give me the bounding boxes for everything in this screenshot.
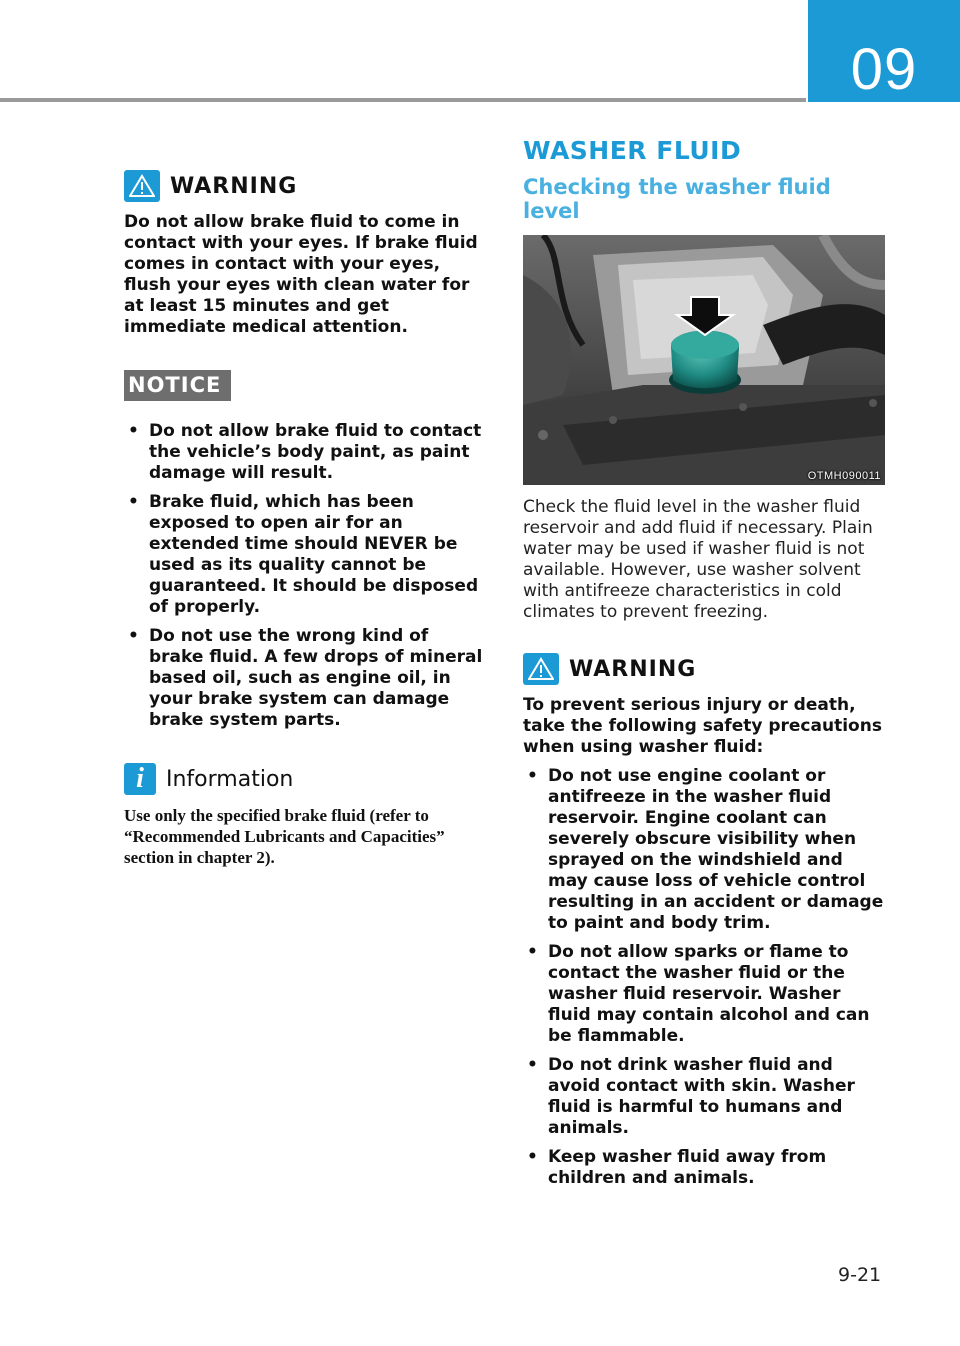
page-number: 9-21 (838, 1264, 882, 1286)
warning-intro: To prevent serious injury or death, take the following safety precautions when using washer fluid: (523, 695, 882, 757)
subsection-title: Checking the washer fluid level (523, 175, 831, 223)
info-header (124, 763, 484, 795)
notice-label: NOTICE (124, 370, 231, 401)
list-item: • Do not drink washer fluid and avoid contact with skin. Washer fluid is harmful to humans and animals. (523, 1055, 888, 1139)
notice-list (124, 421, 484, 731)
warning-title: WARNING (170, 173, 298, 199)
list-item: • Brake fluid, which has been exposed to open air for an extended time should NEVER be used as its quality cannot be guaranteed. It should be disposed of properly. (124, 492, 484, 618)
info-text: Use only the specified brake fluid (refer to “Recommended Lubricants and Capacities” section in chapter 2). (124, 806, 445, 867)
header-rule (0, 98, 806, 102)
warning-title: WARNING (569, 656, 697, 682)
washer-body-text: Check the fluid level in the washer fluid reservoir and add fluid if necessary. Plain water may be used if washer fluid is not available. However, use washer solvent with antifreeze characteristics in cold climates to prevent freezing. (523, 497, 873, 622)
warning-list (523, 766, 888, 1189)
list-item: • Do not use engine coolant or antifreeze in the washer fluid reservoir. Engine coolant can severely obscure visibility when sprayed on the windshield and may cause loss of vehicle control resulting in an accident or damage to paint and body trim. (523, 766, 888, 934)
list-item: • Do not allow brake fluid to contact the vehicle’s body paint, as paint damage will result. (124, 421, 484, 484)
chapter-tab: 09 (808, 0, 960, 102)
info-icon: i (124, 763, 156, 795)
list-item: • Do not use the wrong kind of brake fluid. A few drops of mineral based oil, such as engine oil, in your brake system can damage brake system parts. (124, 626, 484, 731)
warning-header (523, 653, 888, 685)
warning-triangle-icon (124, 170, 160, 202)
engine-bay-illustration (523, 235, 885, 485)
image-code: OTMH090011 (807, 470, 881, 482)
left-column (124, 170, 484, 868)
warning-triangle-icon (523, 653, 559, 685)
list-item: • Do not allow sparks or flame to contact the washer fluid or the washer fluid reservoir. Washer fluid may contain alcohol and can be flammable. (523, 942, 888, 1047)
right-column (523, 136, 888, 1197)
list-item: • Keep washer fluid away from children and animals. (523, 1147, 888, 1189)
info-title: Information (166, 766, 294, 792)
warning-text: Do not allow brake fluid to come in contact with your eyes. If brake fluid comes in contact with your eyes, flush your eyes with clean water for at least 15 minutes and get immediate medical attention. (124, 212, 478, 337)
washer-reservoir-photo (523, 235, 885, 485)
section-title: WASHER FLUID (523, 136, 742, 165)
warning-header (124, 170, 484, 202)
